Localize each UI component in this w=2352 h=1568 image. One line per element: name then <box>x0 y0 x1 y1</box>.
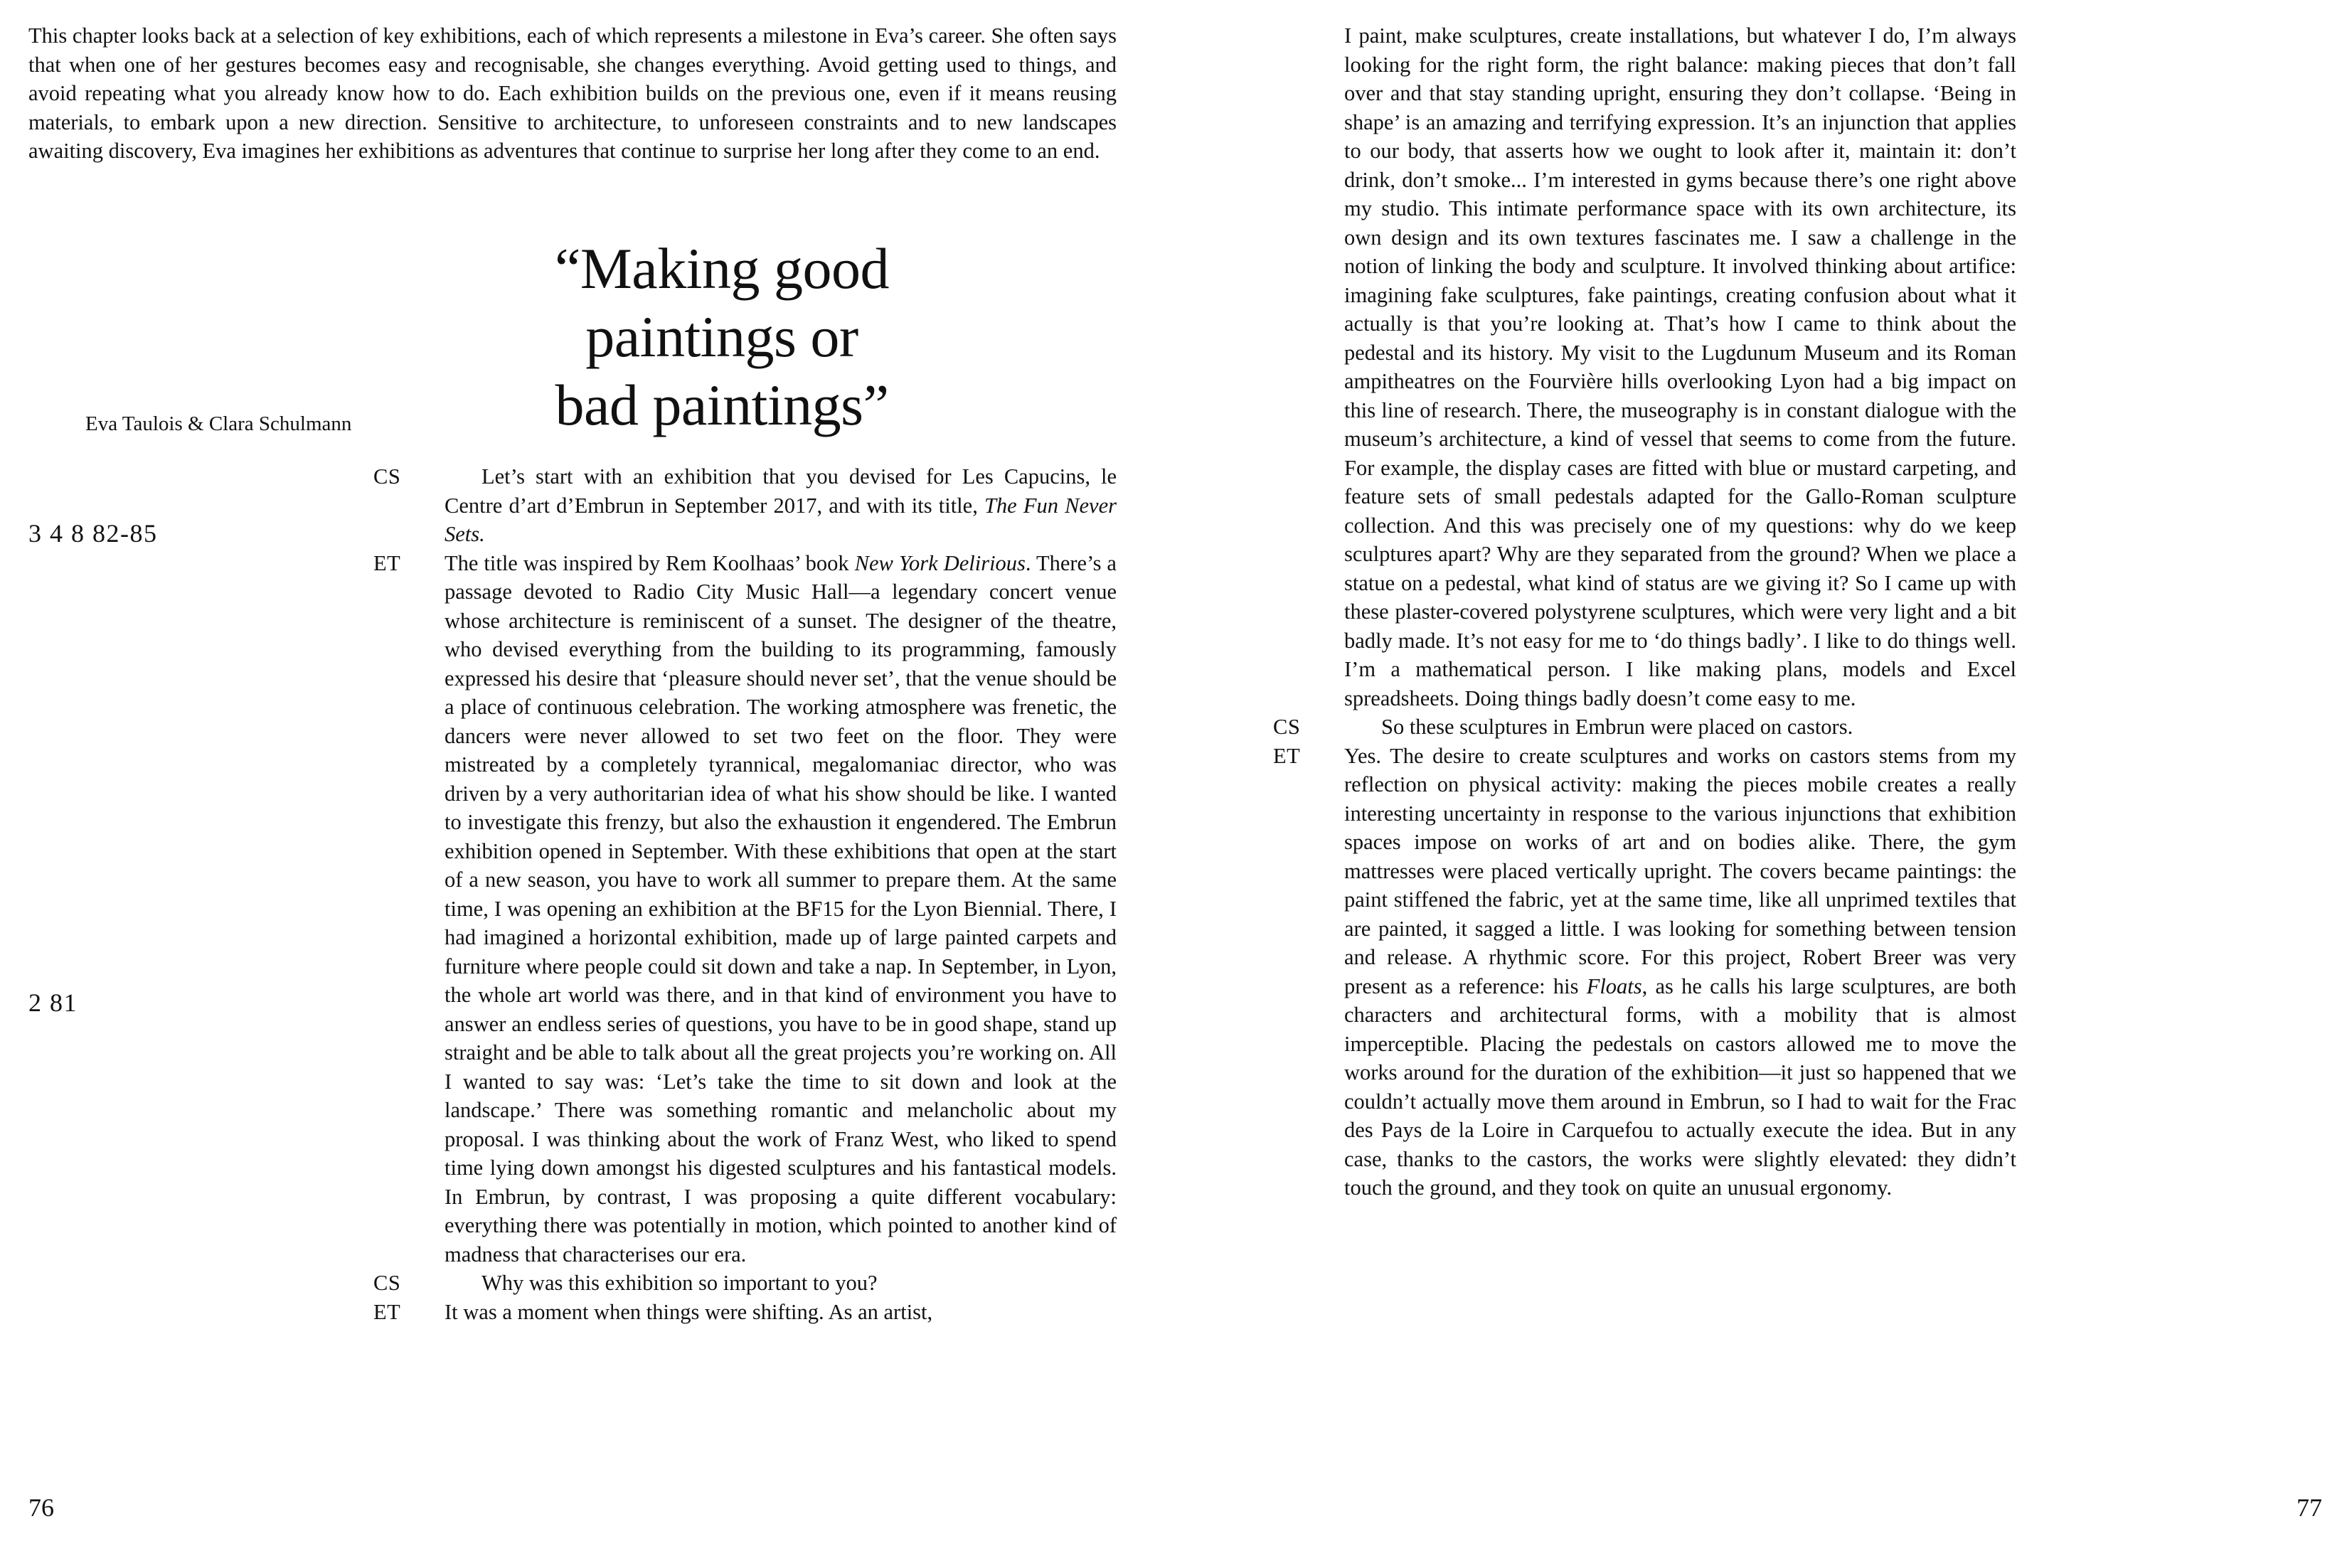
speaker-label: ET <box>373 1299 401 1324</box>
dialogue-text: The title was inspired by Rem Koolhaas’ book New York Delirious. There’s a passage devoted to Radio City Music Hall—a legendary concert venue whose architecture is reminiscent of a sunset. The designer of the theatre, who devised everything from the building to its programming, famously expressed his desire that ‘pleasure should never set’, that the venue should be a place of continuous celebration. The working atmosphere was frenetic, the dancers were never allowed to set two feet on the floor. They were mistreated by a completely tyrannical, megalomaniac director, who was driven by a very authoritarian idea of what his show should be like. I wanted to investigate this frenzy, but also the exhaustion it engendered. The Embrun exhibition opened in September. With these exhibitions that open at the start of a new season, you have to work all summer to prepare them. At the same time, I was opening an exhibition at the BF15 for the Lyon Biennial. There, I had imagined a horizontal exhibition, made up of large painted carpets and furniture where people could sit down and take a nap. In September, in Lyon, the whole art world was there, and in that kind of environment you have to answer an endless series of questions, you have to be in good shape, stand up straight and be able to talk about all the great projects you’re working on. All I wanted to say was: ‘Let’s take the time to sit down and look at the landscape.’ There was something romantic and melancholic about my proposal. I was thinking about the work of Franz West, who liked to spend time lying down amongst his digested sculptures and his fantastical models. In Embrun, by contrast, I was proposing a quite different vocabulary: everything there was potentially in motion, which pointed to another kind of madness that characterises our era. <box>445 550 1117 1266</box>
margin-reference-numbers-2: 2 81 <box>28 988 78 1017</box>
dialogue-column-right <box>1273 21 2016 1202</box>
dialogue-entry <box>1273 713 2016 742</box>
dialogue-entry <box>373 549 1117 1269</box>
dialogue-entry <box>373 1269 1117 1298</box>
chapter-title-line-2: paintings or <box>585 304 858 369</box>
dialogue-entry <box>373 1298 1117 1327</box>
chapter-title-line-3: bad paintings” <box>555 373 889 437</box>
dialogue-entry <box>1273 21 2016 713</box>
page-number-left: 76 <box>28 1493 54 1522</box>
dialogue-text: I paint, make sculptures, create installations, but whatever I do, I’m always looking for the right form, the right balance: making pieces that don’t fall over and that stay standing upright, ensuring they don’t collapse. ‘Being in shape’ is an amazing and terrifying expression. It’s an injunction that applies to our body, that asserts how we ought to look after it, maintain it: don’t drink, don’t smoke... I’m interested in gyms because there’s one right above my studio. This intimate performance space with its own architecture, its own design and its own textures fascinates me. I saw a challenge in the notion of linking the body and sculpture. It involved thinking about artifice: imagining fake sculptures, fake paintings, creating confusion about what it actually is that you’re looking at. That’s how I came to think about the pedestal and its history. My visit to the Lugdunum Museum and its Roman ampitheatres on the Fourvière hills overlooking Lyon had a big impact on this line of research. There, the museography is in constant dialogue with the museum’s architecture, a kind of vessel that seems to come from the future. For example, the display cases are fitted with blue or mustard carpeting, and feature sets of small pedestals adapted for the Gallo-Roman sculpture collection. And this was precisely one of my questions: why do we keep sculptures apart? Why are they separated from the ground? When we place a statue on a pedestal, what kind of status are we giving it? So I came up with these plaster-covered polystyrene sculptures, which were very light and a bit badly made. It’s not easy for me to ‘do things badly’. I like to do things well. I’m a mathematical person. I like making plans, models and Excel spreadsheets. Doing things badly doesn’t come easy to me. <box>1344 23 2016 710</box>
dialogue-entry <box>1273 742 2016 1202</box>
speaker-label: ET <box>373 550 401 575</box>
chapter-title <box>427 235 1017 439</box>
byline: Eva Taulois & Clara Schulmann <box>85 412 352 435</box>
speaker-label: CS <box>1273 715 1301 739</box>
dialogue-column-left <box>373 462 1117 1326</box>
page-number-right: 77 <box>2297 1493 2322 1522</box>
chapter-introduction: This chapter looks back at a selection of key exhibitions, each of which represents a milestone in Eva’s career. She often says that when one of her gestures becomes easy and recognisable, she changes everything. Avoid getting used to things, and avoid repeating what you already know how to do. Each exhibition builds on the previous one, even if it means reusing materials, to embark upon a new direction. Sensitive to architecture, to unforeseen constraints and to new landscapes awaiting discovery, Eva imagines her exhibitions as adventures that continue to surprise her long after they come to an end. <box>28 23 1117 163</box>
dialogue-text: It was a moment when things were shifting. As an artist, <box>445 1299 933 1324</box>
dialogue-text: Yes. The desire to create sculptures and works on castors stems from my reflection on physical activity: making the pieces mobile creates a really interesting uncertainty in response to the various injunctions that exhibition spaces impose on works of art and on bodies alike. There, the gym mattresses were placed vertically upright. The covers became paintings: the paint stiffened the fabric, yet at the same time, like all unprimed textiles that are painted, it sagged a little. I was looking for something between tension and release. A rhythmic score. For this project, Robert Breer was very present as a reference: his Floats, as he calls his large sculptures, are both characters and architectural forms, with a mobility that is almost imperceptible. Placing the pedestals on castors allowed me to move the works around for the duration of the exhibition—it just so happened that we couldn’t actually move them around in Embrun, so I had to wait for the Frac des Pays de la Loire in Carquefou to actually execute the idea. But in any case, thanks to the castors, the works were slightly elevated: they didn’t touch the ground, and they took on quite an unusual ergonomy. <box>1344 743 2016 1200</box>
dialogue-entry <box>373 462 1117 549</box>
speaker-label: CS <box>373 1271 401 1295</box>
margin-reference-numbers-1: 3 4 8 82-85 <box>28 519 158 548</box>
speaker-label: ET <box>1273 743 1301 768</box>
dialogue-text: Let’s start with an exhibition that you devised for Les Capucins, le Centre d’art d’Embrun in September 2017, and with its title, The Fun Never Sets. <box>445 464 1117 546</box>
dialogue-text: Why was this exhibition so important to you? <box>481 1271 878 1295</box>
dialogue-text: So these sculptures in Embrun were placed on castors. <box>1381 715 1853 739</box>
speaker-label: CS <box>373 464 401 489</box>
chapter-title-line-1: “Making good <box>555 236 889 301</box>
